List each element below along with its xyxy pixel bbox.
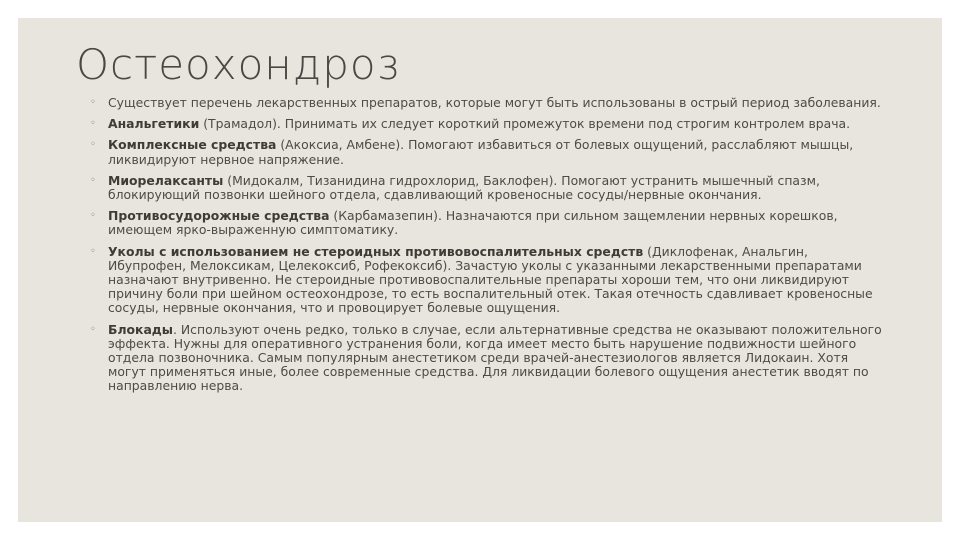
bullet-icon: ◦ — [90, 97, 96, 108]
bullet-list — [90, 96, 882, 401]
bullet-icon: ◦ — [90, 210, 96, 222]
bullet-icon: ◦ — [90, 174, 96, 186]
item-text: (Диклофенак, Анальгин, Ибупрофен, Мелоксикам, Целекоксиб, Рофекоксиб). Зачастую уколы с указанными лекарственными препаратами назначают внутривенно. Не стероидные противовоспалительные препараты хороши тем, что они ликвидируют причину боли при шейном остеохондрозе, то есть воспалительный отек. Такая отечность сдавливает кровеносные сосуды, нервные окончания, что и провоцирует болевые ощущения. — [108, 243, 873, 316]
slide — [18, 18, 942, 522]
list-item — [90, 323, 882, 394]
item-text: (Акоксиа, Амбене). Помогают избавиться от болевых ощущений, расслабляют мышцы, ликвидируют нервное напряжение. — [108, 137, 854, 167]
bullet-icon: ◦ — [90, 245, 96, 257]
bullet-icon: ◦ — [90, 323, 96, 335]
list-item — [90, 174, 882, 202]
slide-title: Остеохондроз — [76, 40, 401, 89]
bullet-icon: ◦ — [90, 139, 96, 151]
item-lead: Миорелаксанты — [108, 172, 224, 188]
list-item — [90, 96, 882, 110]
item-text: Существует перечень лекарственных препаратов, которые могут быть использованы в острый период заболевания. — [108, 95, 881, 110]
item-lead: Комплексные средства — [108, 137, 277, 153]
list-item — [90, 138, 882, 166]
list-item — [90, 117, 882, 131]
item-lead: Блокады — [108, 321, 174, 337]
item-text: . Используют очень редко, только в случае, если альтернативные средства не оказывают положительного эффекта. Нужны для оперативного устранения боли, когда имеет место быть нарушение подвижности шейного отдела позвоночника. Самым популярным анестетиком среди врачей-анестезиологов является Лидокаин. Хотя могут применяться иные, более современные средства. Для ликвидации болевого ощущения анестетик вводят по направлению нерва. — [108, 321, 882, 394]
item-text: (Карбамазепин). Назначаются при сильном защемлении нервных корешков, имеющем ярко-выраженную симптоматику. — [108, 208, 838, 238]
item-text: (Трамадол). Принимать их следует короткий промежуток времени под строгим контролем врача. — [199, 116, 851, 132]
item-lead: Уколы с использованием не стероидных противовоспалительных средств — [108, 243, 644, 259]
list-item — [90, 245, 882, 316]
list-item — [90, 209, 882, 237]
item-lead: Анальгетики — [108, 116, 200, 132]
item-text: (Мидокалм, Тизанидина гидрохлорид, Баклофен). Помогают устранить мышечный спазм, блокирующий позвонки шейного отдела, сдавливающий кровеносные сосуды/нервные окончания. — [108, 172, 820, 203]
bullet-icon: ◦ — [90, 118, 96, 130]
item-lead: Противосудорожные средства — [108, 208, 330, 224]
